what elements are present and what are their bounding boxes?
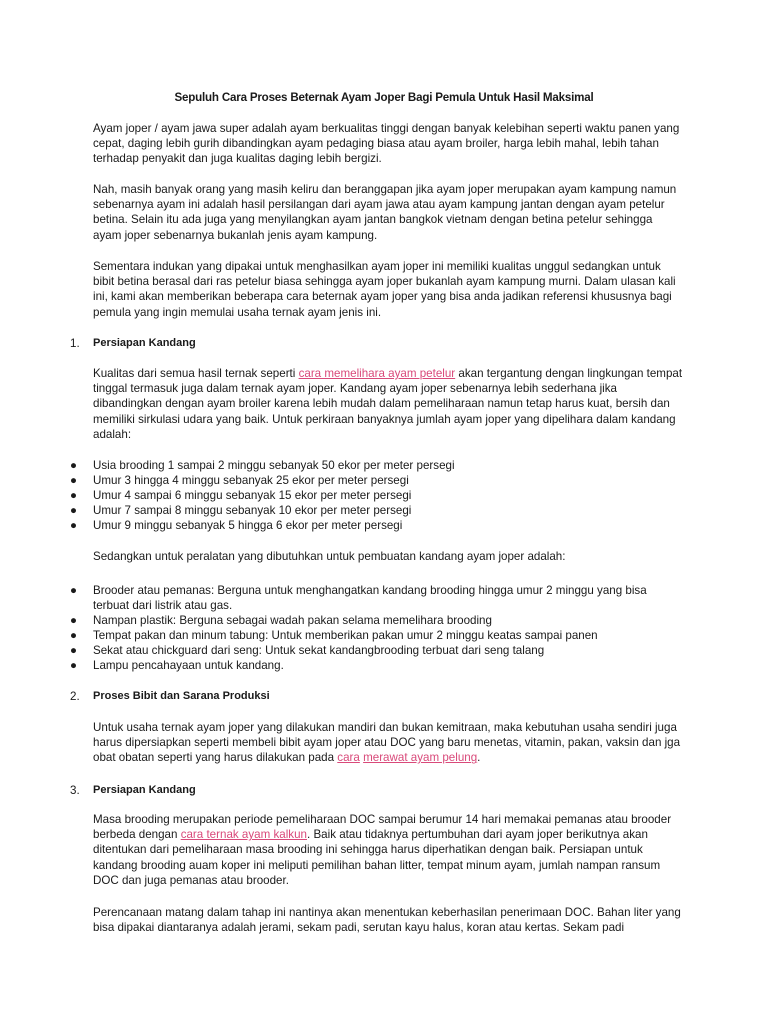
section-3-heading: Persiapan Kandang: [93, 784, 196, 796]
bullet-icon: ●: [70, 474, 78, 487]
list-item: Umur 9 minggu sebanyak 5 hingga 6 ekor per meter persegi: [93, 519, 403, 532]
bullet-icon: ●: [70, 459, 78, 472]
link-merawat-ayam-pelung[interactable]: merawat ayam pelung: [363, 751, 478, 765]
section-1-paragraph-2: Sedangkan untuk peralatan yang dibutuhkan untuk pembuatan kandang ayam joper adalah:: [93, 550, 566, 563]
section-1-heading: Persiapan Kandang: [93, 337, 196, 349]
section-1-number: 1.: [70, 337, 80, 350]
list-item: Sekat atau chickguard dari seng: Untuk sekat kandangbrooding terbuat dari seng talang: [93, 644, 545, 657]
section-3-paragraph-1: [93, 812, 683, 888]
section-1-text: Kualitas dari semua hasil ternak seperti: [93, 367, 299, 380]
bullet-icon: ●: [70, 504, 78, 517]
section-1-paragraph-1: [93, 366, 683, 442]
section-2-text: Untuk usaha ternak ayam joper yang dilakukan mandiri dan bukan kemitraan, maka kebutuhan usaha sendiri juga harus dipersiapkan seperti membeli bibit ayam joper atau DOC yang baru menetas, vitamin, pakan, vaksin dan jga obat obatan seperti yang harus dilakukan pada: [93, 721, 681, 765]
link-cara[interactable]: cara: [337, 751, 360, 765]
document-title: Sepuluh Cara Proses Beternak Ayam Joper Bagi Pemula Untuk Hasil Maksimal: [174, 91, 594, 104]
link-cara-ternak-ayam-kalkun[interactable]: cara ternak ayam kalkun: [180, 828, 307, 842]
list-item: Umur 4 sampai 6 minggu sebanyak 15 ekor per meter persegi: [93, 489, 412, 502]
list-item: Tempat pakan dan minum tabung: Untuk memberikan pakan umur 2 minggu keatas sampai panen: [93, 629, 598, 642]
section-2-paragraph: [93, 720, 683, 766]
list-item: Lampu pencahayaan untuk kandang.: [93, 659, 284, 672]
section-2-heading: Proses Bibit dan Sarana Produksi: [93, 690, 270, 702]
intro-paragraph-3: Sementara indukan yang dipakai untuk menghasilkan ayam joper ini memiliki kualitas unggul sedangkan untuk bibit betina berasal dari ras petelur biasa sehingga ayam joper bukanlah ayam kampung murni. Dalam ulasan kali ini, kami akan memberikan beberapa cara beternak ayam joper yang bisa anda jadikan referensi khususnya bagi pemula yang ingin memulai usaha ternak ayam jenis ini.: [93, 260, 676, 319]
section-3-text: Masa brooding merupakan periode pemeliharaan DOC sampai berumur 14 hari memakai pemanas atau brooder berbeda dengan: [93, 813, 672, 842]
list-item: Nampan plastik: Berguna sebagai wadah pakan selama memelihara brooding: [93, 614, 492, 627]
link-cara-memelihara-ayam-petelur[interactable]: cara memelihara ayam petelur: [298, 367, 456, 380]
bullet-icon: ●: [70, 489, 78, 502]
intro-paragraph-1: Ayam joper / ayam jawa super adalah ayam berkualitas tinggi dengan banyak kelebihan seperti waktu panen yang cepat, daging lebih gurih dibandingkan ayam pedaging biasa atau ayam broiler, harga lebih mahal, lebih tahan terhadap penyakit dan juga kualitas daging lebih bergizi.: [93, 122, 680, 166]
bullet-icon: ●: [70, 644, 78, 657]
list-item: Umur 3 hingga 4 minggu sebanyak 25 ekor per meter persegi: [93, 474, 409, 487]
section-3-paragraph-2: Perencanaan matang dalam tahap ini nantinya akan menentukan keberhasilan penerimaan DOC. Bahan liter yang bisa dipakai diantaranya adalah jerami, sekam padi, serutan kayu halus, koran atau kertas. Sekam padi: [93, 906, 681, 935]
section-1-text: akan tergantung dengan lingkungan tempat tinggal termasuk juga dalam ternak ayam joper. Kandang ayam joper sebenarnya lebih sederhana jika dibandingkan dengan ayam broiler karena lebih mudah dalam pemeliharaan namun tetap harus kuat, bersih dan memiliki sirkulasi udara yang baik. Untuk perkiraan banyaknya jumlah ayam joper yang dipelihara dalam kandang adalah:: [93, 367, 683, 441]
list-item: Usia brooding 1 sampai 2 minggu sebanyak 50 ekor per meter persegi: [93, 459, 455, 472]
section-3-text: . Baik atau tidaknya pertumbuhan dari ayam joper berikutnya akan ditentukan dari pemeliharaan masa brooding ini sehingga harus diperhatikan dengan baik. Persiapan untuk kandang brooding auam koper ini meliputi pemilihan bahan litter, tempat minum ayam, jumlah nampan ransum DOC dan juga pemanas atau brooder.: [93, 828, 661, 887]
list-item: Umur 7 sampai 8 minggu sebanyak 10 ekor per meter persegi: [93, 504, 412, 517]
section-3-number: 3.: [70, 784, 80, 797]
section-2-number: 2.: [70, 690, 80, 703]
bullet-icon: ●: [70, 584, 78, 597]
bullet-icon: ●: [70, 519, 78, 532]
bullet-icon: ●: [70, 614, 78, 627]
bullet-icon: ●: [70, 659, 78, 672]
intro-paragraph-2: Nah, masih banyak orang yang masih keliru dan beranggapan jika ayam joper merupakan ayam kampung namun sebenarnya ayam ini adalah hasil persilangan dari ayam jawa atau ayam kampung jantan dengan ayam petelur betina. Selain itu ada juga yang menyilangkan ayam jantan bangkok vietnam dengan betina petelur sehingga ayam joper sebenarnya bukanlah jenis ayam kampung.: [93, 183, 677, 242]
section-2-text: .: [477, 751, 481, 765]
list-item: Brooder atau pemanas: Berguna untuk menghangatkan kandang brooding hingga umur 2 minggu yang bisa terbuat dari listrik atau gas.: [93, 584, 647, 613]
bullet-icon: ●: [70, 629, 78, 642]
